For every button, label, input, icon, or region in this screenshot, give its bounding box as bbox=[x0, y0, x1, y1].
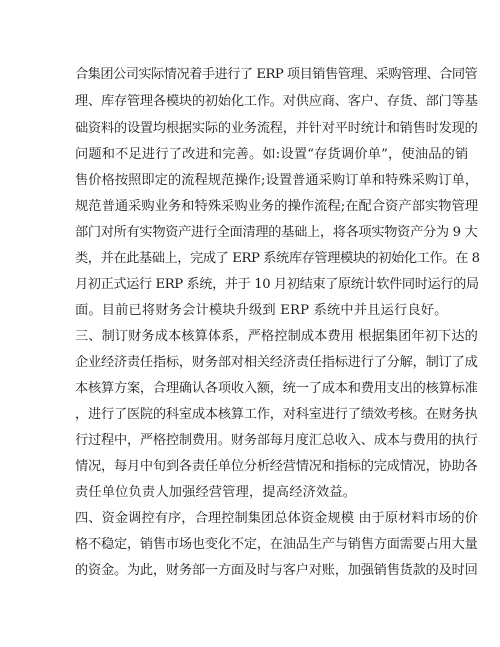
body-text-line: ，进行了医院的科室成本核算工作，对科室进行了绩效考核。在财务执 bbox=[75, 407, 478, 422]
body-text-line: 的资金。为此，财务部一方面及时与客户对账，加强销售货款的及时回 bbox=[75, 563, 478, 578]
body-text-line: 面。目前已将财务会计模块升级到 ERP 系统中并且运行良好。 bbox=[75, 303, 448, 318]
body-text-line: 规范普通采购业务和特殊采购业务的操作流程;在配合资产部实物管理 bbox=[75, 199, 479, 214]
body-text-line: 础资料的设置均根据实际的业务流程，并针对平时统计和销售时发现的 bbox=[75, 121, 478, 136]
body-text-line: 本核算方案，合理确认各项收入额，统一了成本和费用支出的核算标准 bbox=[75, 381, 478, 396]
body-text-line: 售价格按照即定的流程规范操作;设置普通采购订单和特殊采购订单， bbox=[75, 173, 479, 188]
body-text-line: 理、库存管理各模块的初始化工作。对供应商、客户、存货、部门等基 bbox=[75, 94, 478, 109]
body-text-line: 格不稳定，销售市场也变化不定，在油品生产与销售方面需要占用大量 bbox=[75, 537, 478, 552]
body-text-line: 合集团公司实际情况着手进行了 ERP 项目销售管理、采购管理、合同管 bbox=[75, 67, 478, 82]
body-text-line: 部门对所有实物资产进行全面清理的基础上，将各项实物资产分为 9 大 bbox=[75, 225, 478, 240]
section-heading-line: 四、资金调控有序，合理控制集团总体资金规模 由于原材料市场的价 bbox=[75, 511, 478, 526]
section-heading-line: 三、制订财务成本核算体系，严格控制成本费用 根据集团年初下达的 bbox=[75, 329, 478, 344]
body-text-line: 行过程中，严格控制费用。财务部每月度汇总收入、成本与费用的执行 bbox=[75, 433, 478, 448]
body-text-line: 月初正式运行 ERP 系统，并于 10 月初结束了原统计软件同时运行的局 bbox=[75, 277, 479, 292]
body-text-line: 问题和不足进行了改进和完善。如:设置“存货调价单”，使油品的销 bbox=[75, 147, 469, 162]
body-text-line: 类，并在此基础上，完成了 ERP 系统库存管理模块的初始化工作。在 8 bbox=[75, 251, 480, 266]
body-text-line: 情况，每月中旬到各责任单位分析经营情况和指标的完成情况，协助各 bbox=[75, 459, 478, 474]
body-text-line: 责任单位负责人加强经营管理，提高经济效益。 bbox=[75, 485, 357, 500]
body-text-line: 企业经济责任指标，财务部对相关经济责任指标进行了分解，制订了成 bbox=[75, 355, 478, 370]
